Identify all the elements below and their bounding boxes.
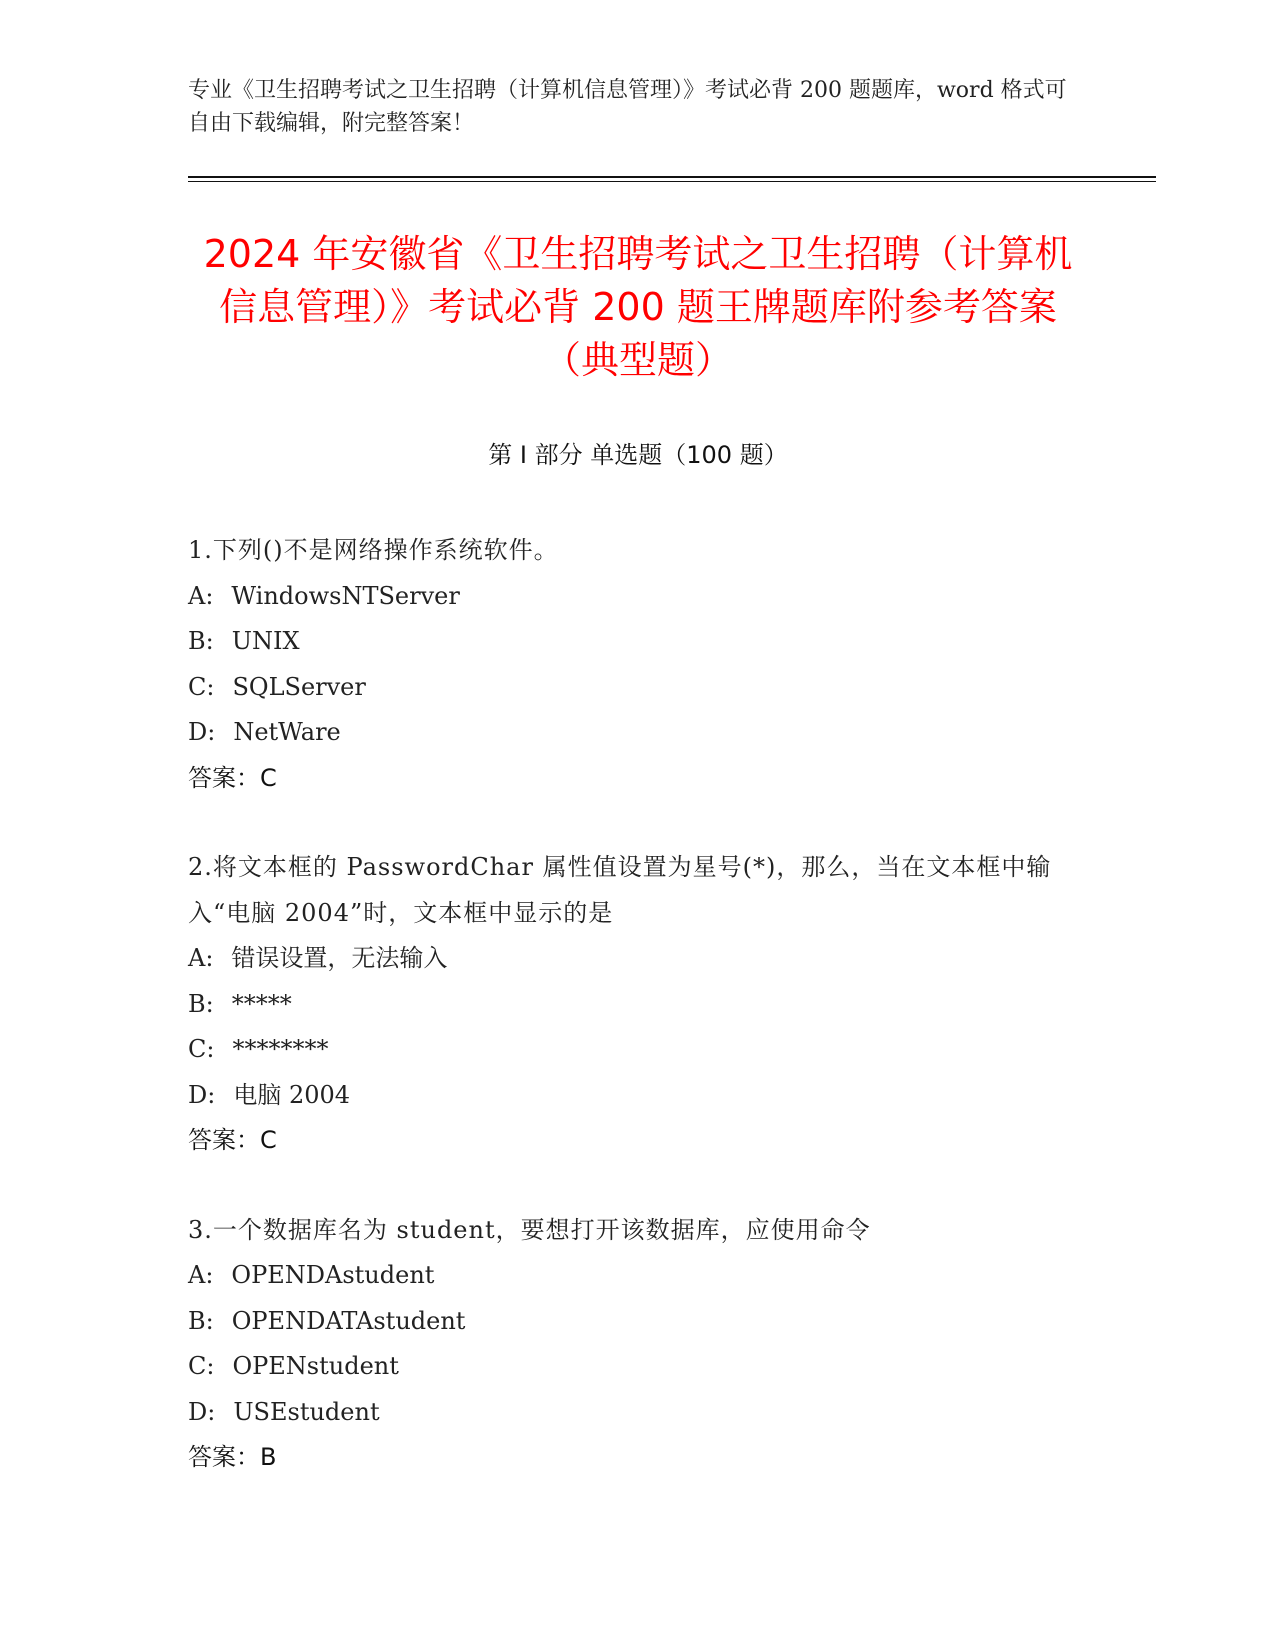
option-letter: B: [188,1306,214,1335]
option-a [188,574,1088,620]
option-text: 错误设置，无法输入 [231,944,448,972]
question-list [188,528,1088,1525]
answer-line: 答案：B [188,1443,277,1471]
question-2 [188,845,1088,1164]
option-letter: D: [188,718,216,746]
option-text: OPENstudent [232,1352,399,1380]
option-d [188,1073,1088,1119]
option-d [188,1390,1088,1436]
answer-line: 答案：C [188,763,277,792]
option-letter: B: [188,627,214,655]
option-text: UNIX [231,627,300,655]
option-letter: A: [188,1261,214,1289]
option-c [188,665,1088,711]
option-text: NetWare [233,718,341,746]
option-letter: C: [188,672,215,701]
header-divider-thin [188,181,1156,182]
option-c [188,1344,1088,1390]
option-text: ***** [231,989,292,1018]
option-a [188,1253,1088,1299]
header-note: 专业《卫生招聘考试之卫生招聘（计算机信息管理）》考试必背 200 题题库，word 格式可自由下载编辑，附完整答案！ [188,78,1067,136]
option-b [188,619,1088,665]
option-text: ******** [232,1035,329,1063]
option-b [188,1299,1088,1345]
section-heading: 第 I 部分 单选题（100 题） [488,441,788,469]
option-letter: D: [188,1080,216,1109]
question-stem: 2.将文本框的 PasswordChar 属性值设置为星号(*)，那么，当在文本框中输入“电脑 2004”时，文本框中显示的是 [188,853,1052,927]
option-text: 电脑 2004 [233,1080,351,1109]
option-a [188,936,1088,982]
question-1 [188,528,1088,801]
question-stem: 3.一个数据库名为 student，要想打开该数据库，应使用命令 [188,1215,871,1244]
header-divider-thick [188,176,1156,178]
option-text: SQLServer [232,672,366,701]
option-text: WindowsNTServer [231,581,460,610]
option-text: OPENDATAstudent [231,1306,466,1335]
option-letter: D: [188,1397,216,1426]
option-letter: A: [188,944,214,972]
question-3 [188,1208,1088,1481]
question-stem: 1.下列()不是网络操作系统软件。 [188,536,559,564]
answer-line: 答案：C [188,1126,277,1154]
option-letter: C: [188,1035,215,1063]
option-letter: C: [188,1352,215,1380]
option-text: USEstudent [233,1397,380,1426]
option-text: OPENDAstudent [231,1261,435,1289]
option-c [188,1027,1088,1073]
option-letter: B: [188,989,214,1018]
document-title: 2024 年安徽省《卫生招聘考试之卫生招聘（计算机信息管理）》考试必背 200 题王牌题库附参考答案（典型题） [203,232,1073,382]
option-letter: A: [188,581,214,610]
option-b [188,982,1088,1028]
option-d [188,710,1088,756]
